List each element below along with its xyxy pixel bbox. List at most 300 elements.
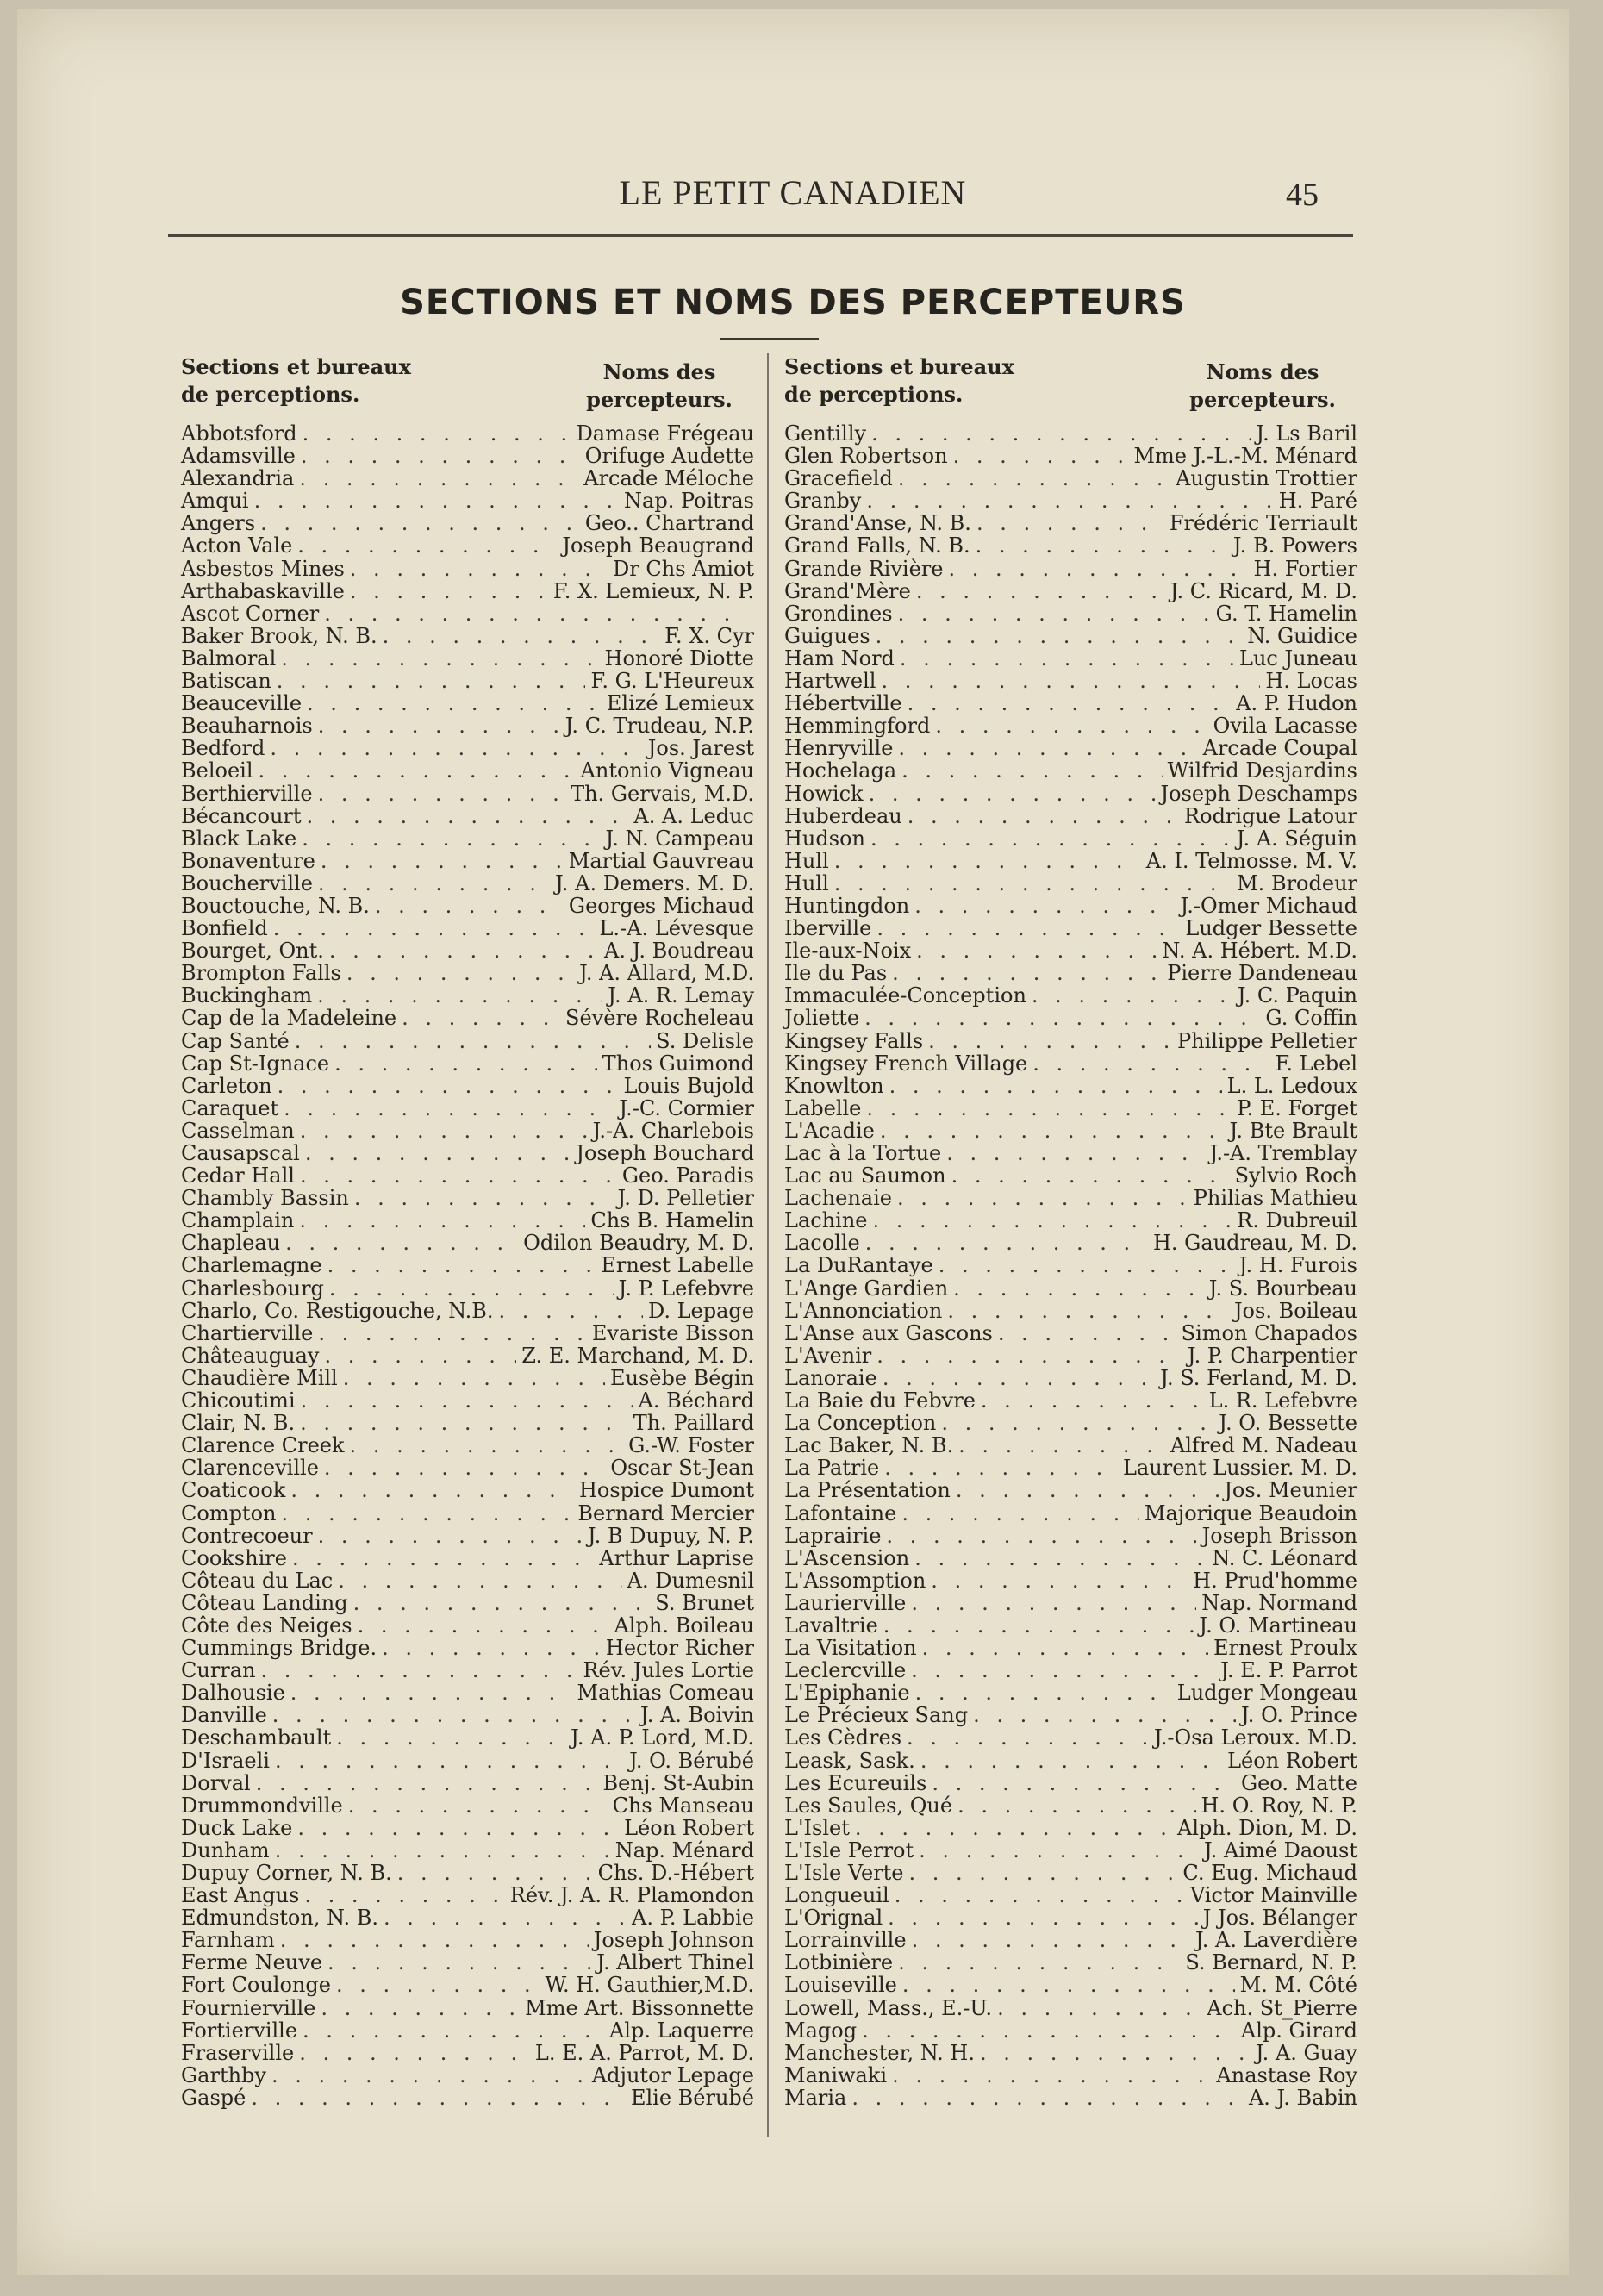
collector-name: Alp. Girard <box>1240 2018 1357 2043</box>
collector-name: Antonio Vigneau <box>580 758 754 783</box>
collector-name: J. Aimé Daoust <box>1203 1837 1357 1862</box>
entry-row <box>181 2087 754 2109</box>
entry-row <box>181 1142 754 1164</box>
collector-name: J. A. Laverdière <box>1194 1928 1357 1953</box>
section-name: Angers <box>181 511 256 536</box>
section-name: Lotbinière <box>784 1950 894 1975</box>
collector-name: Arcade Méloche <box>583 466 754 491</box>
entry-row <box>784 2064 1357 2087</box>
section-name: Dupuy Corner, N. B. <box>181 1861 392 1885</box>
leader-dots <box>382 1637 601 1659</box>
leader-dots <box>980 2042 1251 2064</box>
entry-row <box>181 1277 754 1300</box>
leader-dots <box>898 602 1211 625</box>
section-name: Bouctouche, N. B. <box>181 893 370 918</box>
entry-row <box>784 737 1357 759</box>
leader-dots <box>869 783 1156 805</box>
section-name: Abbotsford <box>181 421 297 446</box>
entry-row <box>784 1884 1357 1906</box>
entry-row <box>784 1681 1357 1704</box>
collector-name: Wilfrid Desjardins <box>1167 758 1357 783</box>
entry-row <box>784 1345 1357 1367</box>
collector-name: Philias Mathieu <box>1193 1186 1357 1211</box>
leader-dots <box>275 1750 624 1772</box>
section-name: Hemmingford <box>784 714 931 739</box>
entry-row <box>181 1906 754 1929</box>
leader-dots <box>1032 984 1232 1007</box>
collector-name: J. B. Powers <box>1232 533 1357 558</box>
section-name: Batiscan <box>181 669 271 694</box>
entry-row <box>181 2042 754 2064</box>
entry-row <box>181 895 754 917</box>
collector-name: J. C. Paquin <box>1237 983 1357 1008</box>
leader-dots <box>300 1120 588 1142</box>
collector-name: Dr Chs Amiot <box>613 556 754 581</box>
leader-dots <box>292 1547 594 1569</box>
leader-dots <box>346 962 574 984</box>
section-name: Hochelaga <box>784 758 897 783</box>
section-name: L'Anse aux Gascons <box>784 1320 993 1345</box>
entry-row <box>181 759 754 782</box>
section-name: L'Islet <box>784 1815 850 1840</box>
entry-row <box>784 2042 1357 2064</box>
entry-row <box>784 827 1357 850</box>
collector-name: J. N. Campeau <box>605 826 754 851</box>
section-name: Leask, Sask. <box>784 1748 915 1773</box>
collector-name: Geo. Matte <box>1240 1770 1357 1795</box>
leader-dots <box>901 1502 1139 1525</box>
section-name: Granby <box>784 489 862 514</box>
section-name: Edmundston, N. B. <box>181 1906 379 1931</box>
leader-dots <box>324 1345 516 1367</box>
leader-dots <box>297 1817 619 1839</box>
collector-name: M. Brodeur <box>1237 870 1357 895</box>
entry-row <box>784 1750 1357 1772</box>
collector-name: F. G. L'Heureux <box>590 669 754 694</box>
collector-name: Chs B. Hamelin <box>590 1208 754 1233</box>
section-name: Grand'Anse, N. B. <box>784 511 971 536</box>
sections-header-line1: Sections et bureaux <box>181 354 411 379</box>
entry-row <box>784 1929 1357 1951</box>
section-name: Howick <box>784 781 864 806</box>
leader-dots <box>327 1951 591 1974</box>
left-entry-list <box>181 422 754 2109</box>
section-name: Lafontaine <box>784 1501 897 1525</box>
leader-dots <box>275 1839 610 1862</box>
section-name: L'Ange Gardien <box>784 1276 949 1301</box>
section-name: Cummings Bridge. <box>181 1636 377 1661</box>
entry-row <box>181 422 754 445</box>
collector-name: Odilon Beaudry, M. D. <box>523 1231 754 1256</box>
entry-row <box>784 1434 1357 1457</box>
leader-dots <box>897 1187 1188 1209</box>
section-name: Lacolle <box>784 1231 860 1256</box>
leader-dots <box>939 1254 1234 1276</box>
entry-row <box>784 602 1357 625</box>
leader-dots <box>358 1614 609 1637</box>
collector-name: Sévère Rocheleau <box>565 1006 754 1031</box>
entry-row <box>784 512 1357 534</box>
collector-name: Ludger Mongeau <box>1176 1681 1357 1706</box>
section-name: Grondines <box>784 601 893 626</box>
entry-row <box>181 1862 754 1884</box>
section-name: Buckingham <box>181 983 313 1008</box>
entry-row <box>181 1569 754 1592</box>
entry-row <box>784 1726 1357 1749</box>
collector-name: Alp. Laquerre <box>608 2018 754 2043</box>
section-name: Lac au Saumon <box>784 1164 946 1189</box>
section-name: L'Isle Perrot <box>784 1837 914 1862</box>
leader-dots <box>290 1681 572 1704</box>
collector-name: J. A. P. Lord, M.D. <box>571 1725 754 1750</box>
leader-dots <box>883 1367 1155 1389</box>
section-name: Cedar Hall <box>181 1164 295 1189</box>
entry-row <box>181 1187 754 1209</box>
collector-name: Joseph Deschamps <box>1160 781 1357 806</box>
column-separator <box>767 353 769 2137</box>
leader-dots <box>889 1075 1222 1097</box>
section-name: Lorrainville <box>784 1928 907 1953</box>
entry-row <box>181 512 754 534</box>
entry-row <box>784 490 1357 512</box>
section-name: Fraserville <box>181 2040 295 2065</box>
entry-row <box>181 1502 754 1525</box>
collector-name: J. C. Trudeau, N.P. <box>564 714 754 739</box>
collector-name: J. P. Charpentier <box>1187 1343 1357 1368</box>
entry-row <box>784 805 1357 827</box>
leader-dots <box>285 1232 518 1254</box>
entry-row <box>784 558 1357 580</box>
collector-name: Léon Robert <box>624 1815 754 1840</box>
section-name: Duck Lake <box>181 1815 293 1840</box>
section-name: Chaudière Mill <box>181 1365 338 1390</box>
section-name: L'Annonciation <box>784 1298 943 1323</box>
section-name: Côteau Landing <box>181 1590 348 1615</box>
collector-name: J.-Osa Leroux. M.D. <box>1154 1725 1357 1750</box>
running-header <box>17 172 1569 224</box>
entry-row <box>181 1637 754 1659</box>
entry-row <box>784 580 1357 602</box>
entry-row <box>181 670 754 692</box>
leader-dots <box>251 2087 626 2109</box>
section-name: Manchester, N. H. <box>784 2040 975 2065</box>
section-name: Carleton <box>181 1073 272 1098</box>
leader-dots <box>998 1322 1176 1345</box>
section-name: Chartierville <box>181 1320 314 1345</box>
entry-row <box>784 1862 1357 1884</box>
section-name: L'Acadie <box>784 1118 875 1143</box>
leader-dots <box>922 1637 1208 1659</box>
collector-name: A. I. Telmosse. M. V. <box>1145 848 1357 873</box>
entry-row <box>181 1817 754 1839</box>
collector-name: F. X. Cyr <box>664 623 754 648</box>
entry-row <box>181 1164 754 1187</box>
section-name: L'Orignal <box>784 1906 883 1931</box>
names-header-line2: percepteurs. <box>1189 387 1336 412</box>
running-title: LE PETIT CANADIEN <box>619 173 967 212</box>
section-name: Lavaltrie <box>784 1613 878 1638</box>
entry-row <box>181 1951 754 1974</box>
section-name: Compton <box>181 1501 277 1525</box>
section-name: Cap St-Ignace <box>181 1051 330 1076</box>
section-name: Bonaventure <box>181 848 315 873</box>
entry-row <box>181 850 754 872</box>
leader-dots <box>914 895 1175 917</box>
entry-row <box>181 1457 754 1479</box>
leader-dots <box>895 1884 1185 1906</box>
entry-row <box>784 872 1357 895</box>
entry-row <box>181 534 754 557</box>
collector-name: G. Coffin <box>1265 1006 1357 1031</box>
collector-name: Mathias Comeau <box>577 1681 754 1706</box>
collector-name: Nap. Normand <box>1201 1590 1357 1615</box>
leader-dots <box>256 1772 598 1794</box>
collector-name: Ovila Lacasse <box>1213 714 1357 739</box>
leader-dots <box>338 1569 621 1592</box>
section-name: Laurierville <box>784 1590 907 1615</box>
section-name: Amqui <box>181 489 249 514</box>
section-name: La Patrie <box>784 1456 880 1481</box>
leader-dots <box>375 895 564 917</box>
collector-name: Victor Mainville <box>1189 1883 1357 1908</box>
entry-row <box>181 827 754 850</box>
collector-name: Laurent Lussier. M. D. <box>1123 1456 1357 1481</box>
leader-dots <box>318 1525 583 1547</box>
section-name: Côteau du Lac <box>181 1568 334 1593</box>
entry-row <box>784 984 1357 1007</box>
entry-row <box>181 1052 754 1075</box>
collector-name: Ernest Labelle <box>601 1253 754 1278</box>
section-name: Casselman <box>181 1118 295 1143</box>
entry-row <box>784 939 1357 962</box>
leader-dots <box>916 939 1157 962</box>
collector-name: A. Dumesnil <box>627 1568 754 1593</box>
section-name: Causapscal <box>181 1141 300 1165</box>
entry-row <box>181 1479 754 1501</box>
section-name: Grand Falls, N. B. <box>784 533 970 558</box>
entry-row <box>784 1614 1357 1637</box>
entry-row <box>181 1547 754 1569</box>
leader-dots <box>920 1750 1222 1772</box>
entry-row <box>784 1367 1357 1389</box>
collector-name: J. A. Boivin <box>639 1703 754 1728</box>
leader-dots <box>941 1412 1213 1434</box>
collector-name: Honoré Diotte <box>604 646 754 671</box>
collector-name: Joseph Johnson <box>593 1928 754 1953</box>
leader-dots <box>324 602 749 625</box>
collector-name: Rév. J. A. R. Plamondon <box>509 1883 754 1908</box>
leader-dots <box>318 1322 586 1345</box>
leader-dots <box>907 1726 1149 1749</box>
leader-dots <box>397 1862 593 1884</box>
section-name: Chicoutimi <box>181 1388 296 1413</box>
leader-dots <box>302 827 600 850</box>
leader-dots <box>892 2064 1211 2087</box>
leader-dots <box>329 939 599 962</box>
leader-dots <box>304 1884 504 1906</box>
collector-name: Rév. Jules Lortie <box>583 1658 754 1683</box>
entry-row <box>181 917 754 939</box>
collector-name: A. J. Babin <box>1248 2085 1357 2110</box>
section-name: Gaspé <box>181 2085 246 2110</box>
entry-row <box>784 670 1357 692</box>
section-name: Charlo, Co. Restigouche, N.B. <box>181 1298 494 1323</box>
leader-dots <box>305 1142 571 1164</box>
entry-row <box>181 962 754 984</box>
section-name: D'Israeli <box>181 1748 270 1773</box>
leader-dots <box>876 625 1243 647</box>
leader-dots <box>327 1254 596 1276</box>
entry-row <box>784 1277 1357 1300</box>
entry-row <box>784 625 1357 647</box>
section-name: L'Assomption <box>784 1568 926 1593</box>
entry-row <box>784 1164 1357 1187</box>
collector-name: Jos. Jarest <box>647 736 754 761</box>
leader-dots <box>935 714 1207 737</box>
collector-name: Benj. St-Aubin <box>602 1770 754 1795</box>
entry-row <box>181 714 754 737</box>
collector-name: A. Béchard <box>638 1388 754 1413</box>
leader-dots <box>880 1120 1225 1142</box>
section-name: Châteauguay <box>181 1343 320 1368</box>
entry-row <box>181 1704 754 1726</box>
entry-row <box>784 1794 1357 1817</box>
entry-row <box>784 2019 1357 2042</box>
entry-row <box>784 1479 1357 1501</box>
leader-dots <box>272 1704 635 1726</box>
heading-rule <box>720 338 819 340</box>
leader-dots <box>318 783 566 805</box>
leader-dots <box>866 1097 1232 1120</box>
collector-name: S. Delisle <box>656 1028 754 1053</box>
collector-name: Nap. Ménard <box>614 1837 754 1862</box>
entry-row <box>784 422 1357 445</box>
entry-row <box>784 1232 1357 1254</box>
entry-row <box>181 984 754 1007</box>
leader-dots <box>280 1929 589 1951</box>
collector-name: H. Paré <box>1278 489 1357 514</box>
entry-row <box>784 1209 1357 1232</box>
leader-dots <box>908 692 1232 714</box>
leader-dots <box>976 512 1164 534</box>
entry-row <box>181 1434 754 1457</box>
leader-dots <box>865 1232 1148 1254</box>
collector-name: J. P. Lefebvre <box>618 1276 754 1301</box>
left-column <box>181 353 754 2109</box>
leader-dots <box>281 647 599 670</box>
collector-name: J. A. Allard, M.D. <box>579 961 754 986</box>
collector-name: Frédéric Terriault <box>1169 511 1357 536</box>
leader-dots <box>862 2019 1236 2042</box>
collector-name: P. E. Forget <box>1237 1095 1357 1120</box>
collector-name: Sylvio Roch <box>1234 1164 1357 1189</box>
collector-name: Elizé Lemieux <box>606 691 754 716</box>
entry-row <box>784 1704 1357 1726</box>
section-name: La Conception <box>784 1411 937 1436</box>
entry-row <box>181 1614 754 1637</box>
sections-header <box>784 353 1043 422</box>
entry-row <box>784 895 1357 917</box>
leader-dots <box>321 1997 520 2019</box>
entry-row <box>784 1097 1357 1120</box>
entry-row <box>181 1300 754 1322</box>
section-name: Huntingdon <box>784 893 910 918</box>
section-name: Henryville <box>784 736 894 761</box>
entry-row <box>181 1232 754 1254</box>
entry-row <box>784 534 1357 557</box>
leader-dots <box>299 2042 530 2064</box>
entry-row <box>784 1187 1357 1209</box>
section-name: Chambly Bassin <box>181 1186 349 1211</box>
section-name: Hudson <box>784 826 865 851</box>
entry-row <box>181 1120 754 1142</box>
leader-dots <box>973 1704 1236 1726</box>
section-name: Deschambault <box>181 1725 332 1750</box>
leader-dots <box>334 1052 597 1075</box>
entry-row <box>181 1726 754 1749</box>
entry-row <box>181 1750 754 1772</box>
leader-dots <box>932 1772 1236 1794</box>
entry-row <box>181 490 754 512</box>
entry-row <box>784 1547 1357 1569</box>
leader-dots <box>259 759 576 782</box>
section-name: Ascot Corner <box>181 601 320 626</box>
section-name: Champlain <box>181 1208 295 1233</box>
collector-name: J. B Dupuy, N. P. <box>587 1523 754 1548</box>
leader-dots <box>402 1007 560 1029</box>
section-name: La Baie du Febvre <box>784 1388 976 1413</box>
leader-dots <box>898 467 1170 490</box>
collector-name: F. Lebel <box>1275 1051 1357 1076</box>
entry-row <box>181 1997 754 2019</box>
collector-name: H. Gaudreau, M. D. <box>1152 1231 1357 1256</box>
section-name: Lachenaie <box>784 1186 892 1211</box>
collector-name: J. A. Demers. M. D. <box>555 870 754 895</box>
leader-dots <box>900 647 1234 670</box>
section-name: L'Isle Verte <box>784 1861 904 1885</box>
entry-row <box>784 1592 1357 1614</box>
section-name: La DuRantaye <box>784 1253 933 1278</box>
leader-dots <box>348 1794 608 1817</box>
entry-row <box>181 1345 754 1367</box>
section-name: L'Ascension <box>784 1545 910 1570</box>
collector-name: L.-A. Lévesque <box>599 916 754 941</box>
names-header-line1: Noms des <box>1206 359 1319 384</box>
entry-row <box>784 1142 1357 1164</box>
leader-dots <box>301 445 580 467</box>
section-name: Drummondville <box>181 1793 343 1818</box>
collector-name: J. E. P. Parrot <box>1220 1658 1357 1683</box>
collector-name: H. Fortier <box>1253 556 1357 581</box>
leader-dots <box>902 1974 1235 1996</box>
leader-dots <box>317 984 602 1007</box>
entry-row <box>181 625 754 647</box>
entry-row <box>784 1951 1357 1974</box>
leader-dots <box>254 490 619 512</box>
collector-name: J. A. R. Lemay <box>608 983 754 1008</box>
collector-name: Chs. D.-Hébert <box>597 1861 754 1885</box>
section-name: Berthierville <box>181 781 313 806</box>
leader-dots <box>947 1300 1229 1322</box>
entry-row <box>181 1389 754 1412</box>
collector-name: Augustin Trottier <box>1176 466 1357 491</box>
leader-dots <box>928 1030 1172 1052</box>
section-name: Hartwell <box>784 669 876 694</box>
leader-dots <box>318 872 550 895</box>
collector-name: J. C. Ricard, M. D. <box>1170 578 1357 603</box>
collector-name: Majorique Beaudoin <box>1144 1501 1357 1525</box>
entry-row <box>784 647 1357 670</box>
